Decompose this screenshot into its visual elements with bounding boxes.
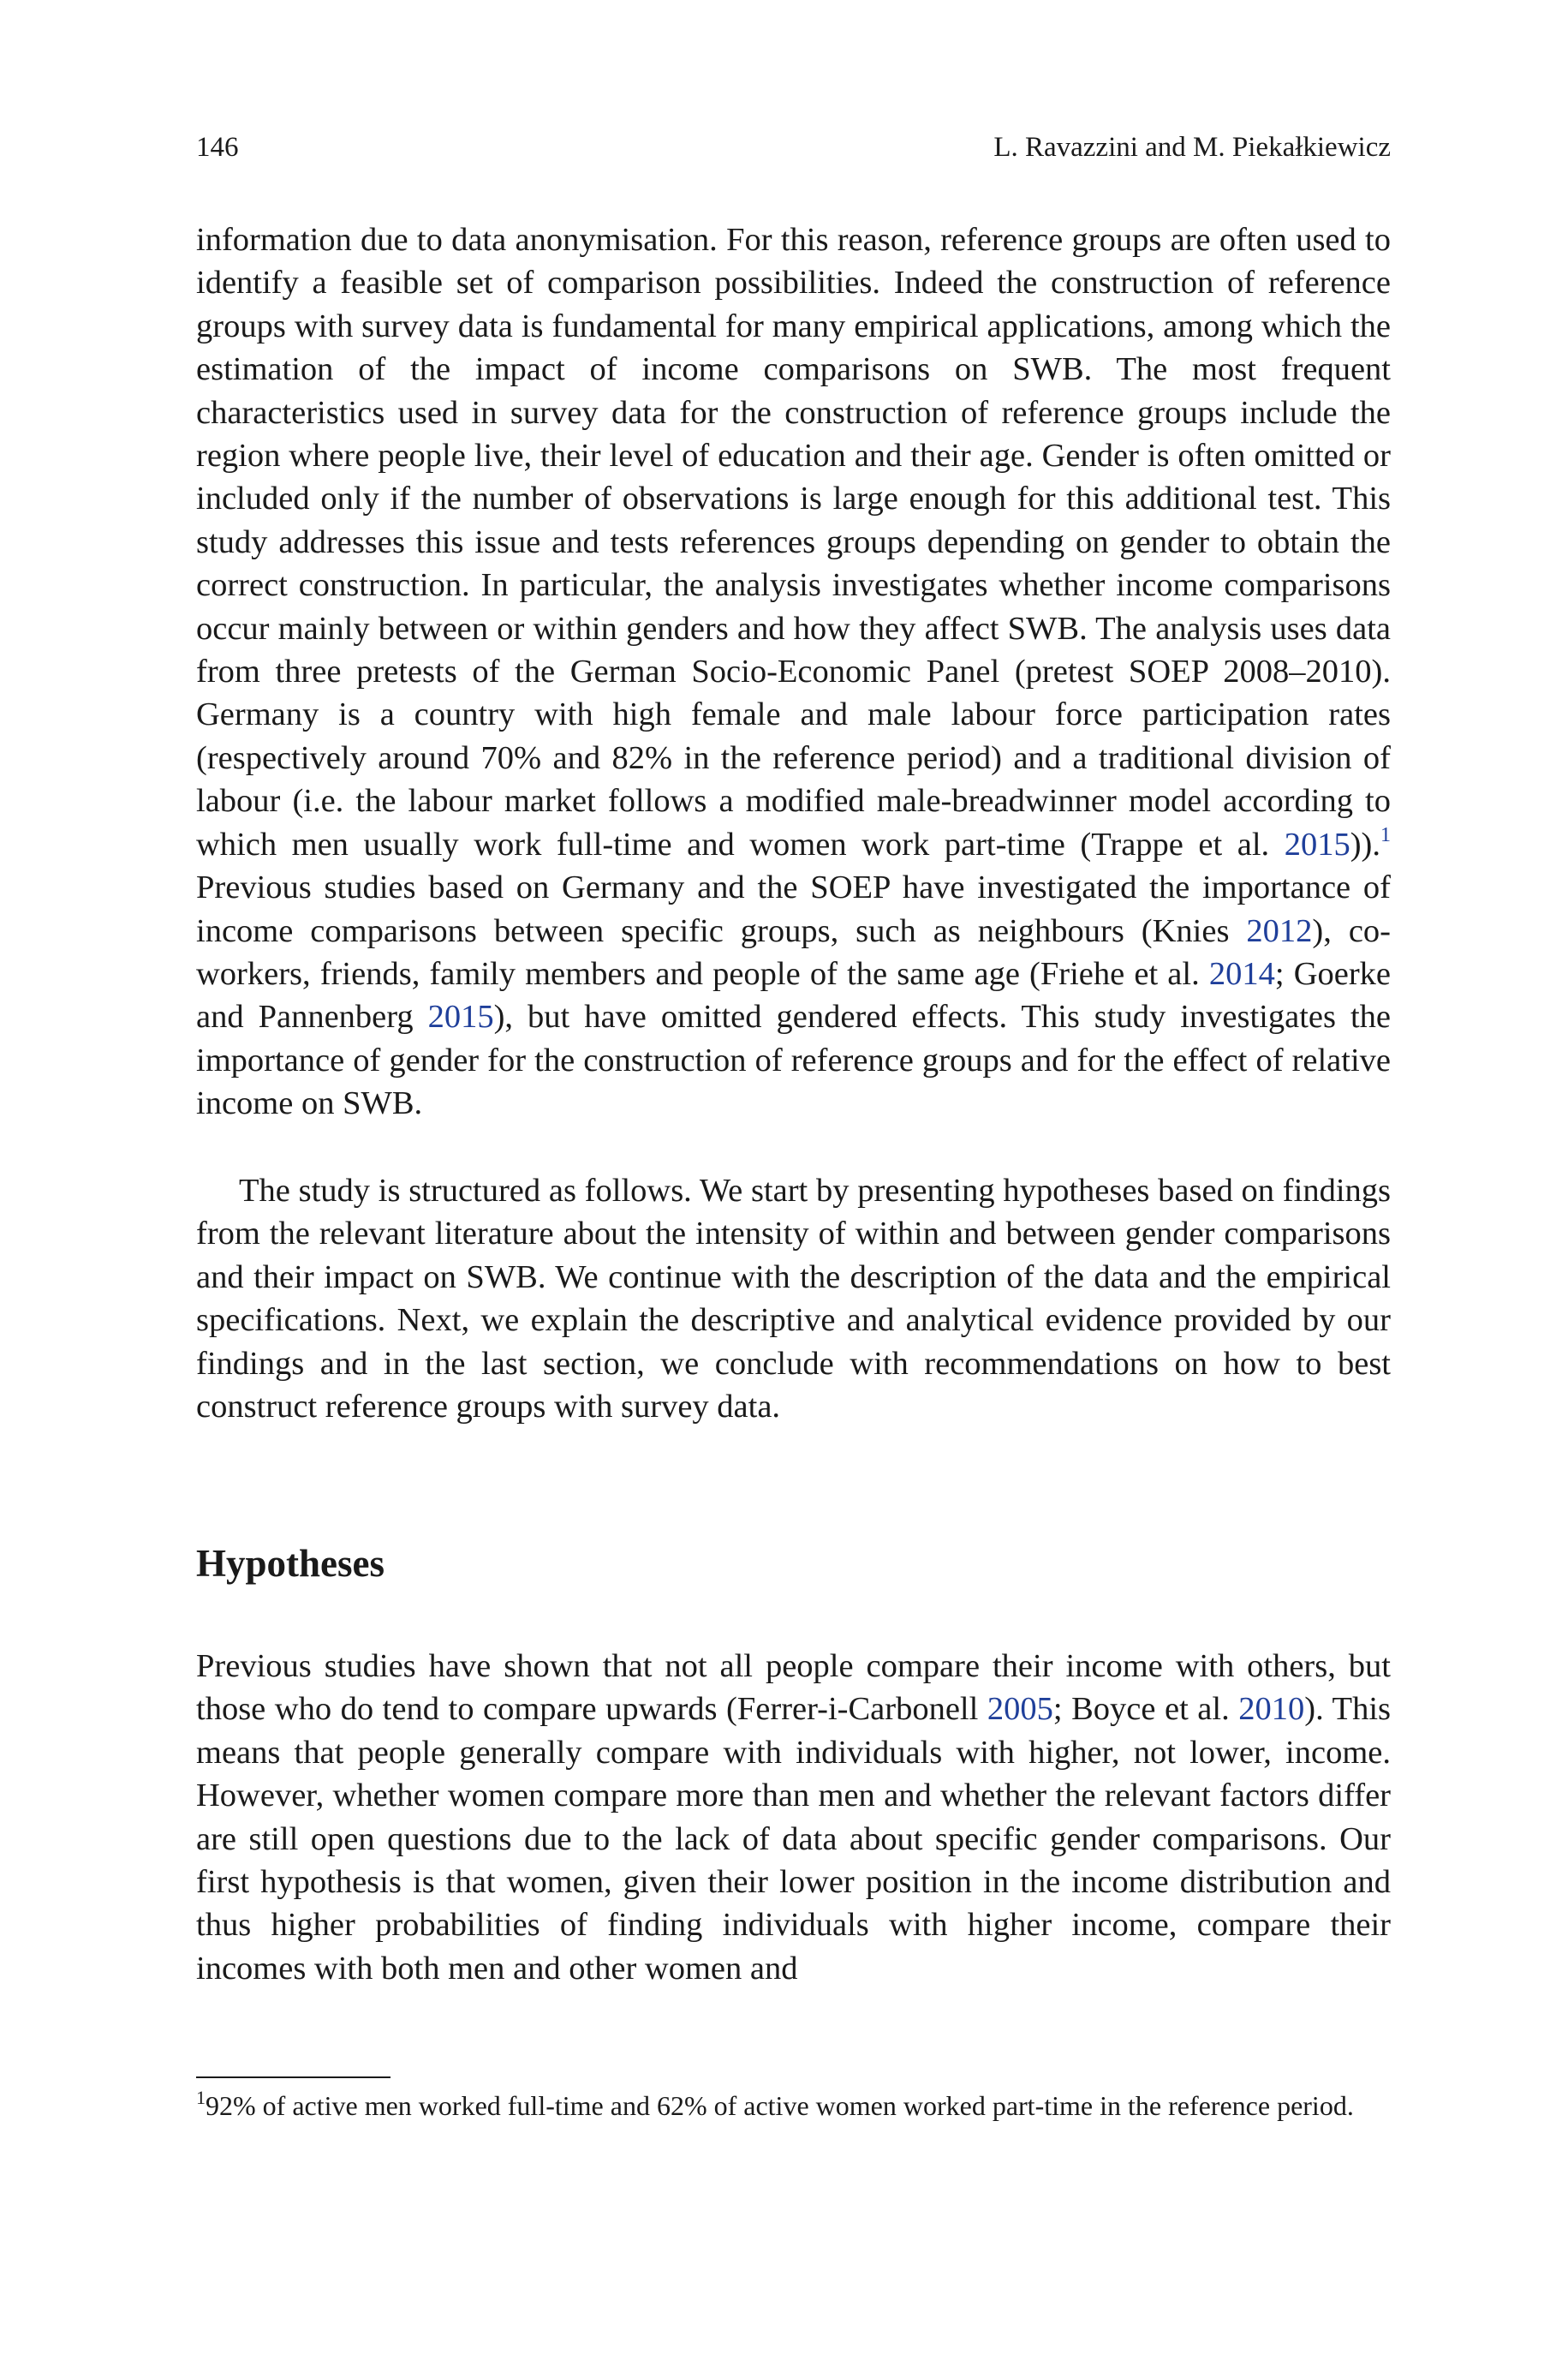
paragraph-text: ; Boyce et al. (1052, 1691, 1239, 1728)
paragraph-text: Previous studies based on Germany and the SOEP have investigated the importance of income comparisons between specific groups, such as neighbours (Knies (196, 869, 1391, 949)
body-paragraph-2 (196, 1169, 1391, 1428)
paragraph-text: ), but have omitted gendered effects. This study investigates the importance of gender for the construction of reference groups and for the effect of relative income on SWB. (196, 999, 1391, 1122)
body-paragraph-1 (196, 218, 1391, 1126)
citation-link[interactable]: 2015 (1284, 826, 1350, 863)
body-paragraph-3 (196, 1645, 1391, 1990)
footnote-divider (196, 2076, 391, 2078)
running-header (196, 127, 1391, 168)
paragraph-text: ). This means that people generally compare with individuals with higher, not lower, income. However, whether women compare more than men and whether the relevant factors differ are still open questions due to the lack of data about specific gender comparisons. Our first hypothesis is that women, given their lower position in the income distribution and thus higher probabilities of finding individuals with higher income, compare their incomes with both men and other women and (196, 1691, 1392, 1987)
paragraph-text: The study is structured as follows. We start by presenting hypotheses based on findings from the relevant literature about the intensity of within and between gender comparisons and their impact on SWB. We continue with the description of the data and the empirical specifications. Next, we explain the descriptive and analytical evidence provided by our findings and in the last section, we conclude with recommendations on how to best construct reference groups with survey data. (196, 1173, 1391, 1425)
paragraph-text: Previous studies have shown that not all people compare their income with others, but those who do tend to compare upwards (Ferrer-i-Carbonell (196, 1648, 1391, 1728)
citation-link[interactable]: 2010 (1238, 1691, 1305, 1728)
page-number: 146 (196, 132, 239, 163)
paragraph-text: information due to data anonymisation. For this reason, reference groups are often used to identify a feasible set of comparison possibilities. Indeed the construction of reference groups with survey data is fundamental for many empirical applications, among which the estimation of the impact of income comparisons on SWB. The most frequent characteristics used in survey data for the construction of reference groups include the region where people live, their level of education and their age. Gender is often omitted or included only if the number of observations is large enough for this additional test. This study addresses this issue and tests references groups depending on gender to obtain the correct construction. In particular, the analysis investigates whether income comparisons occur mainly between or within genders and how they affect SWB. The analysis uses data from three pretests of the German Socio-Economic Panel (pretest SOEP 2008–2010). Germany is a country with high female and male labour force participation rates (respectively around 70% and 82% in the reference period) and a traditional division of labour (i.e. the labour market follows a modified male-breadwinner model according to which men usually work full-time and women work part-time (Trappe et al. (196, 222, 1391, 863)
citation-link[interactable]: 2005 (987, 1691, 1053, 1728)
citation-link[interactable]: 2014 (1208, 955, 1275, 992)
paragraph-text: ; Goerke and Pannenberg (196, 955, 1391, 1036)
section-heading: Hypotheses (196, 1542, 385, 1585)
footnote (196, 2088, 1391, 2124)
footnote-text: 92% of active men worked full-time and 62% of active women worked part-time in the reference period. (206, 2090, 1354, 2121)
footnote-reference[interactable]: 1 (1380, 823, 1391, 846)
paragraph-text: )). (1350, 826, 1380, 863)
running-head-authors: L. Ravazzini and M. Piekałkiewicz (993, 132, 1391, 163)
footnote-marker: 1 (196, 2087, 206, 2108)
citation-link[interactable]: 2012 (1246, 912, 1313, 949)
paragraph-text: ), co-workers, friends, family members and people of the same age (Friehe et al. (196, 912, 1391, 992)
citation-link[interactable]: 2015 (427, 999, 494, 1036)
